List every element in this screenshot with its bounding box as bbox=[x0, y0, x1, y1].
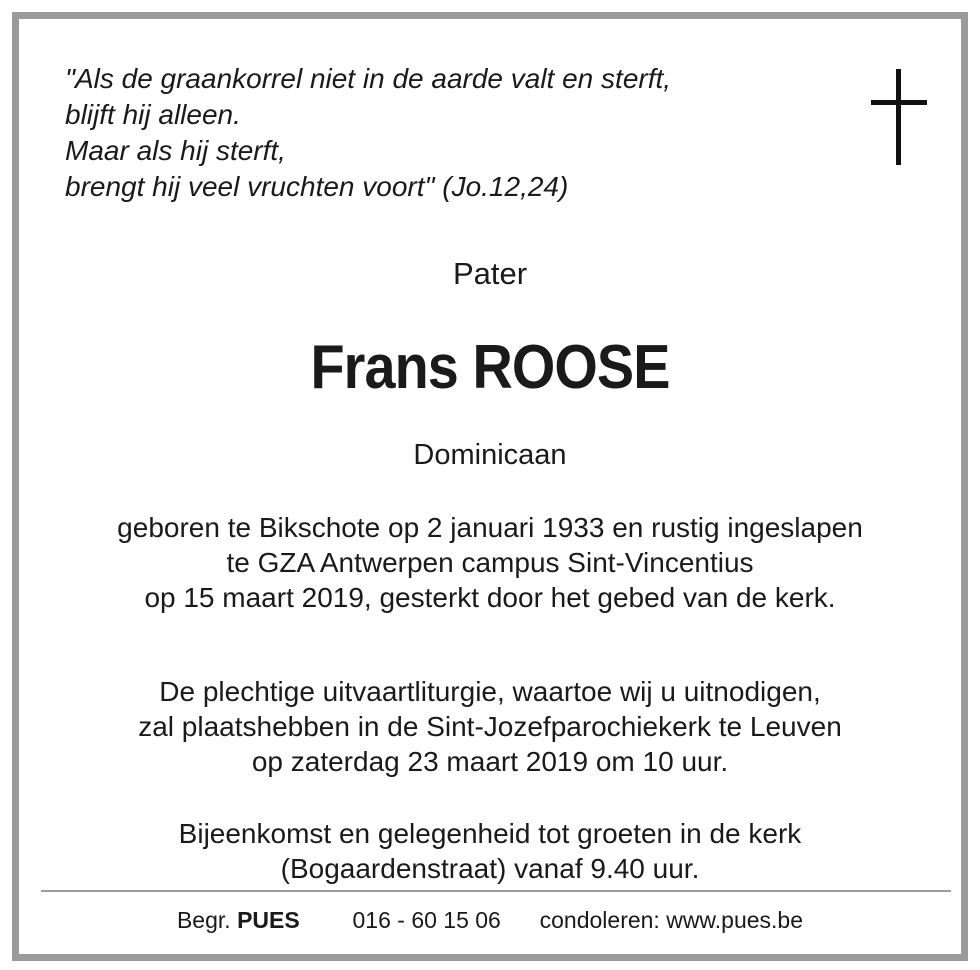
bible-quote bbox=[65, 61, 671, 205]
paragraph-line: op zaterdag 23 maart 2019 om 10 uur. bbox=[251, 746, 729, 777]
paragraph-line: op 15 maart 2019, gesterkt door het gebed van de kerk. bbox=[144, 582, 836, 613]
footer bbox=[19, 907, 961, 934]
footer-phone: 016 - 60 15 06 bbox=[352, 907, 501, 933]
footer-divider bbox=[41, 890, 951, 892]
funeral-company: PUES bbox=[237, 907, 300, 933]
cross-icon bbox=[871, 69, 927, 165]
footer-condolence[interactable]: condoleren: www.pues.be bbox=[539, 907, 804, 933]
paragraph-line: Bijeenkomst en gelegenheid tot groeten in de kerk bbox=[178, 818, 802, 849]
quote-line: brengt hij veel vruchten voort" (Jo.12,24) bbox=[65, 171, 569, 202]
obituary-card bbox=[12, 12, 968, 961]
paragraph-line: geboren te Bikschote op 2 januari 1933 en rustig ingeslapen bbox=[117, 512, 863, 543]
gathering-paragraph bbox=[19, 816, 961, 886]
deceased-order: Dominicaan bbox=[413, 439, 567, 471]
quote-line: Maar als hij sterft, bbox=[65, 135, 286, 166]
deceased-title: Pater bbox=[452, 256, 528, 291]
paragraph-line: zal plaatshebben in de Sint-Jozefparochiekerk te Leuven bbox=[138, 711, 842, 742]
deceased-name: Frans ROOSE bbox=[310, 333, 670, 402]
quote-line: "Als de graankorrel niet in de aarde valt en sterft, bbox=[65, 63, 672, 94]
paragraph-line: te GZA Antwerpen campus Sint-Vincentius bbox=[226, 547, 754, 578]
birth-death-paragraph bbox=[19, 510, 961, 615]
quote-line: blijft hij alleen. bbox=[65, 99, 241, 130]
funeral-paragraph bbox=[19, 674, 961, 779]
paragraph-line: De plechtige uitvaartliturgie, waartoe wij u uitnodigen, bbox=[159, 676, 821, 707]
footer-prefix: Begr. bbox=[176, 907, 231, 933]
paragraph-line: (Bogaardenstraat) vanaf 9.40 uur. bbox=[280, 853, 700, 884]
